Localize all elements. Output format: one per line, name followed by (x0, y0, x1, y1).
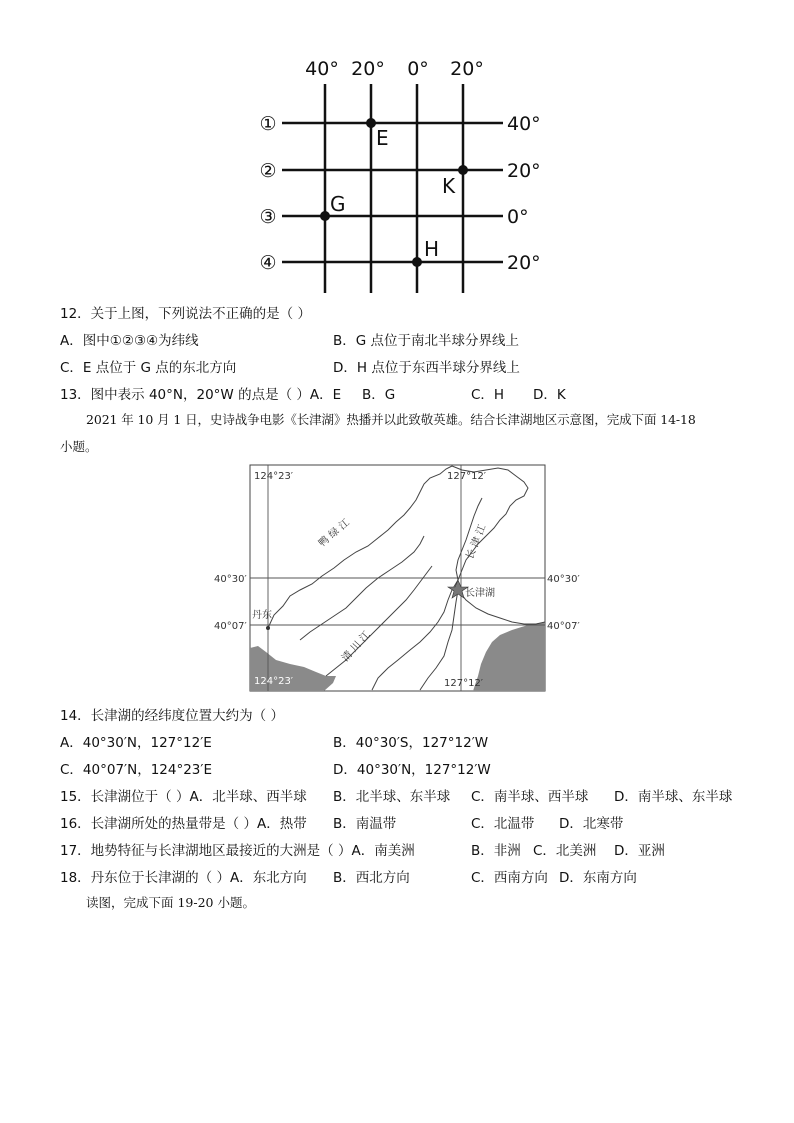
q17-option-c: C．北美洲 (533, 843, 597, 859)
row-marker: ① (259, 113, 277, 135)
row-marker: ② (259, 160, 277, 182)
point-k-label: K (442, 174, 456, 198)
top-lon-label: 40° (305, 58, 339, 80)
top-lon-label: 0° (407, 58, 429, 80)
q12-option-c: C．E 点位于 G 点的东北方向 (60, 360, 237, 376)
lat-lon-grid-figure (250, 52, 550, 297)
q13-option-d: D．K (533, 387, 566, 403)
changjin-river-label: 长 津 江 (464, 523, 489, 562)
lat-lower-right: 40°07′ (547, 621, 580, 632)
q14-option-a: A．40°30′N，127°12′E (60, 735, 212, 751)
q18-stem: 18．丹东位于长津湖的（ ）A．东北方向 (60, 870, 307, 886)
changjin-lake-map (205, 460, 580, 696)
point-g-dot (320, 211, 330, 221)
intro-paragraph-line1: 2021 年 10 月 1 日，史诗战争电影《长津湖》热播并以此致敬英雄。结合长津湖地区示意图，完成下面 14-18 (86, 412, 696, 427)
row-marker: ③ (259, 206, 277, 228)
right-lat-label: 20° (507, 252, 541, 274)
q15-stem: 15．长津湖位于（ ）A．北半球、西半球 (60, 789, 307, 805)
lat-upper-right: 40°30′ (547, 574, 580, 585)
q14-option-c: C．40°07′N，124°23′E (60, 762, 212, 778)
q16-stem: 16．长津湖所处的热量带是（ ）A．热带 (60, 816, 307, 832)
q18-option-b: B．西北方向 (333, 870, 410, 886)
q14-stem: 14．长津湖的经纬度位置大约为（ ） (60, 708, 284, 724)
q16-option-d: D．北寒带 (559, 816, 624, 832)
top-lon-label: 20° (450, 58, 484, 80)
row-marker: ④ (259, 252, 277, 274)
q14-option-d: D．40°30′N，127°12′W (333, 762, 491, 778)
point-h-label: H (424, 237, 440, 261)
qingchuan-river-label: 清 川 江 (340, 629, 373, 665)
city-label: 丹东 (252, 610, 272, 621)
q17-stem: 17．地势特征与长津湖地区最接近的大洲是（ ）A．南美洲 (60, 843, 415, 859)
q13-option-b: B．G (362, 387, 396, 403)
q15-option-b: B．北半球、东半球 (333, 789, 451, 805)
q16-option-c: C．北温带 (471, 816, 535, 832)
q17-option-d: D．亚洲 (614, 843, 665, 859)
point-e-label: E (376, 126, 389, 150)
dandong-dot (266, 626, 270, 630)
point-e-dot (366, 118, 376, 128)
right-lat-label: 20° (507, 160, 541, 182)
q12-option-d: D．H 点位于东西半球分界线上 (333, 360, 520, 376)
lon-right-top: 127°12′ (447, 471, 487, 482)
q15-option-d: D．南半球、东半球 (614, 789, 733, 805)
lon-right-bottom: 127°12′ (444, 678, 484, 689)
lat-lower-left: 40°07′ (214, 621, 247, 632)
point-g-label: G (330, 192, 346, 216)
intro-paragraph-line2: 小题。 (60, 439, 98, 454)
right-lat-label: 0° (507, 206, 529, 228)
q18-option-c: C．西南方向 (471, 870, 548, 886)
q14-option-b: B．40°30′S，127°12′W (333, 735, 489, 751)
lon-left-top: 124°23′ (254, 471, 294, 482)
point-k-dot (458, 165, 468, 175)
point-h-dot (412, 257, 422, 267)
lon-left-bottom: 124°23′ (254, 676, 294, 687)
intro-19-20: 读图，完成下面 19-20 小题。 (86, 895, 255, 910)
right-lat-label: 40° (507, 113, 541, 135)
q13-stem: 13．图中表示 40°N，20°W 的点是（ ）A．E (60, 387, 342, 403)
q15-option-c: C．南半球、西半球 (471, 789, 589, 805)
lat-upper-left: 40°30′ (214, 574, 247, 585)
q12-stem: 12．关于上图，下列说法不正确的是（ ） (60, 306, 311, 322)
lake-label: 长津湖 (465, 588, 495, 599)
q17-option-b: B．非洲 (471, 843, 521, 859)
q16-option-b: B．南温带 (333, 816, 397, 832)
q12-option-a: A．图中①②③④为纬线 (60, 333, 199, 349)
q13-option-c: C．H (471, 387, 505, 403)
top-lon-label: 20° (351, 58, 385, 80)
q18-option-d: D．东南方向 (559, 870, 637, 886)
q12-option-b: B．G 点位于南北半球分界线上 (333, 333, 520, 349)
yalu-river-label: 鸭 绿 江 (316, 517, 352, 550)
